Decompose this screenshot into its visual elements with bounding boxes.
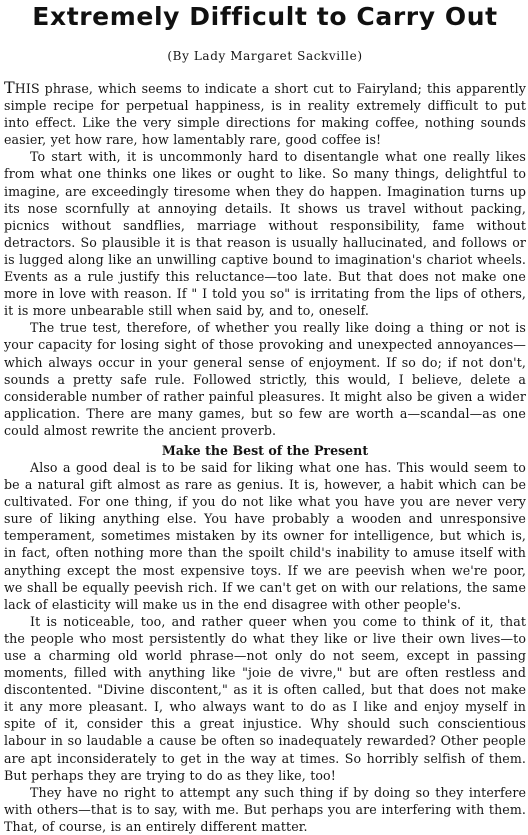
paragraph-text: HIS phrase, which seems to indicate a short cut to Fairyland; this apparently simple recipe for perpetual happiness, is in reality extremely difficult to put into effect. Like the very simple directions for making coffee, nothing sounds easier, yet how rare, how lamentably rare, good coffee is! xyxy=(4,81,526,148)
article-paragraph: It is noticeable, too, and rather queer when you come to think of it, that the people who most persistently do what they like or live their own lives—to use a charming old world phrase—not only do not seem, except in passing moments, filled with anything like "joie de vivre," but are often restless and discontented. "Divine discontent," as it is often called, but that does not make it any more pleasant. I, who always want to do as I like and enjoy myself in spite of it, consider this a great injustice. Why should such conscientious labour in so laudable a cause be often so inadequately rewarded? Other people are apt inconsiderately to get in the way at times. So horribly selfish of them. But perhaps they are trying to do as they like, too! xyxy=(4,613,526,783)
drop-cap-initial: T xyxy=(4,78,15,97)
article-paragraph xyxy=(4,80,526,148)
article-headline: Extremely Difficult to Carry Out xyxy=(32,2,498,31)
article-paragraph: Also a good deal is to be said for liking what one has. This would seem to be a natural gift almost as rare as genius. It is, however, a habit which can be cultivated. For one thing, if you do not like what you have you are never very sure of liking anything else. You have probably a wooden and unresponsive temperament, sometimes mistaken by its owner for intelligence, but which is, in fact, often nothing more than the spoilt child's inability to amuse itself with anything except the most expensive toys. If we are peevish when we're poor, we shall be equally peevish rich. If we can't get on with our relations, the same lack of elasticity will make us in the end disagree with other people's. xyxy=(4,459,526,612)
article-paragraph: They have no right to attempt any such thing if by doing so they interfere with others—that is to say, with me. But perhaps you are interfering with them. That, of course, is an entirely different matter. xyxy=(4,784,526,834)
section-subheading: Make the Best of the Present xyxy=(161,442,369,458)
article-byline: (By Lady Margaret Sackville) xyxy=(167,49,363,63)
article-body xyxy=(4,80,526,835)
article-paragraph: To start with, it is uncommonly hard to disentangle what one really likes from what one thinks one likes or ought to like. So many things, delightful to imagine, are exceedingly tiresome when they do happen. Imagination turns up its nose scornfully at annoying details. It shows us travel without packing, picnics without sandflies, marriage without responsibility, fame without detractors. So plausible it is that reason is usually hallucinated, and follows or is lugged along like an unwilling captive bound to imagination's chariot wheels. Events as a rule justify this reluctance—too late. But that does not make one more in love with reason. If " I told you so" is irritating from the lips of others, it is more unbearable still when said by, and to, oneself. xyxy=(4,149,526,319)
article-paragraph: The true test, therefore, of whether you really like doing a thing or not is your capacity for losing sight of those provoking and unexpected annoyances—which always occur in your general sense of enjoyment. If so do; if not don't, sounds a pretty safe rule. Followed strictly, this would, I believe, delete a considerable number of rather painful pleasures. It might also be given a wider application. There are many games, but so few are worth a—scandal—as one could almost rewrite the ancient proverb. xyxy=(4,320,526,438)
